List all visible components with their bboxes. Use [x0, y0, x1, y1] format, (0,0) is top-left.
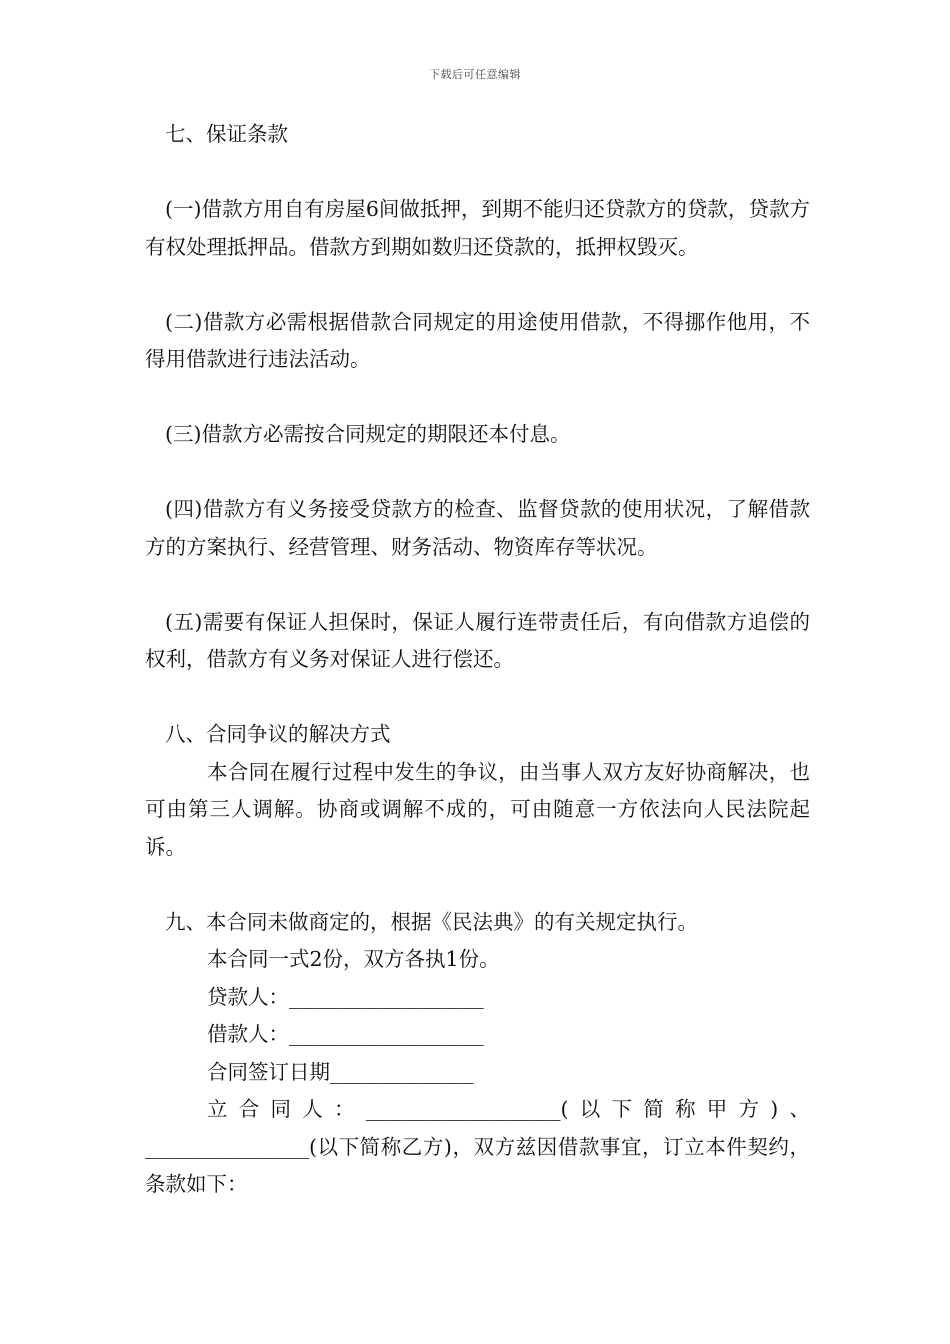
section-9-title: 九、本合同未做商定的，根据《民法典》的有关规定执行。 [165, 909, 698, 934]
signing-date-line: 合同签订日期______________ [207, 1059, 474, 1084]
document-body [145, 116, 810, 1204]
borrower-signature-line: 借款人：___________________ [207, 1022, 484, 1046]
section-8-body: 本合同在履行过程中发生的争议，由当事人双方友好协商解决，也可由第三人调解。协商或调解不成的，可由随意一方依法向人民法院起诉。 [145, 759, 810, 859]
clause-7-4: (四)借款方有义务接受贷款方的检查、监督贷款的使用状况，了解借款方的方案执行、经营管理、财务活动、物资库存等状况。 [145, 497, 810, 559]
lender-signature-line: 贷款人：___________________ [207, 984, 484, 1009]
clause-7-1: (一)借款方用自有房屋6间做抵押，到期不能归还贷款方的贷款，贷款方有权处理抵押品。借款方到期如数归还贷款的，抵押权毁灭。 [145, 197, 810, 259]
clause-7-5: (五)需要有保证人担保时，保证人履行连带责任后，有向借款方追偿的权利，借款方有义务对保证人进行偿还。 [145, 609, 810, 671]
copies-clause: 本合同一式2份，双方各执1份。 [207, 947, 500, 971]
parties-clause: 立合同人：___________________(以下简称甲方)、________________(以下简称乙方)，双方兹因借款事宜，订立本件契约，条款如下： [145, 1097, 810, 1196]
clause-7-2: (二)借款方必需根据借款合同规定的用途使用借款，不得挪作他用，不得用借款进行违法活动。 [145, 309, 810, 371]
page-header: 下载后可任意编辑 [429, 68, 521, 81]
section-7-title: 七、保证条款 [165, 122, 288, 146]
section-8-title: 八、合同争议的解决方式 [165, 722, 391, 746]
clause-7-3: (三)借款方必需按合同规定的期限还本付息。 [165, 422, 571, 446]
